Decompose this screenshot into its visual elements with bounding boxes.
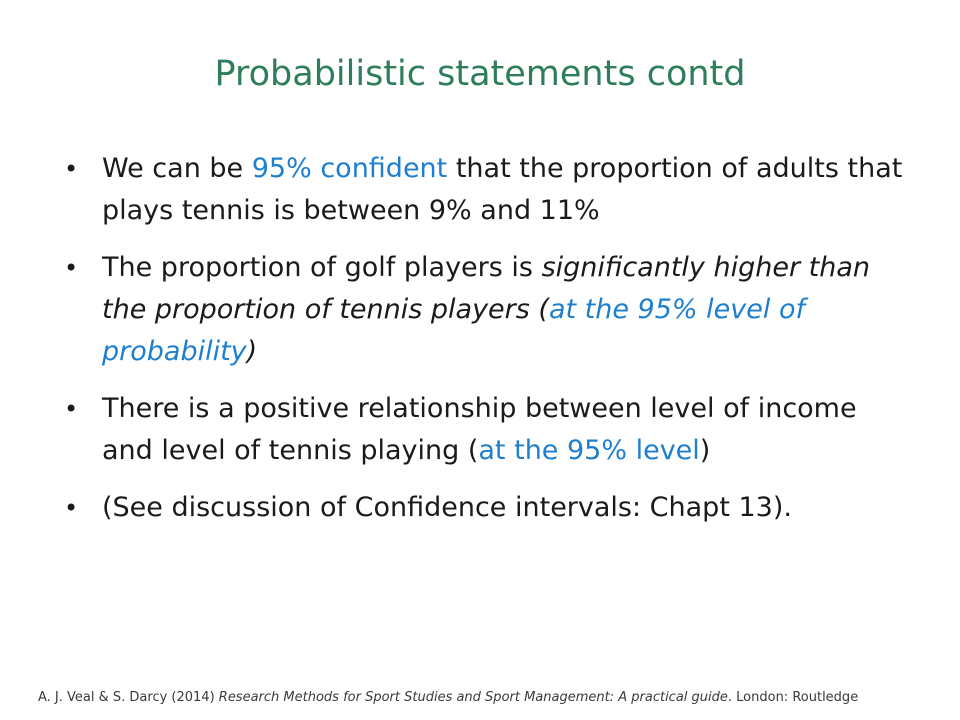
bullet-text-segment: The proportion of golf players is	[102, 252, 542, 283]
bullet-text-segment: )	[699, 435, 711, 466]
bullet-item	[60, 148, 910, 232]
slide-title: Probabilistic statements contd	[214, 54, 746, 94]
bullet-text-segment: 95% confident	[251, 153, 448, 184]
bullet-text-segment: that the proportion of adults that plays tennis is between 9% and 11%	[102, 153, 903, 226]
bullet-text-segment: (See discussion of Confidence intervals: Chapt 13).	[102, 492, 792, 523]
bullet-text-segment: We can be	[102, 153, 252, 184]
bullet-text-segment: )	[246, 336, 258, 367]
bullet-item	[60, 487, 910, 529]
bullet-list	[60, 148, 910, 544]
bullet-icon: •	[64, 494, 79, 522]
bullet-text-segment: significantly higher than the proportion of tennis players (	[102, 252, 870, 325]
bullet-icon: •	[64, 155, 79, 183]
bullet-text-segment: at the 95% level of probability	[102, 294, 805, 367]
citation-authors: A. J. Veal & S. Darcy (2014)	[38, 690, 219, 705]
bullet-item	[60, 388, 910, 472]
bullet-text-segment: at the 95% level	[478, 435, 700, 466]
citation-book-title: Research Methods for Sport Studies and Sport Management: A practical guide	[218, 690, 728, 705]
bullet-item	[60, 247, 910, 373]
citation-footer	[38, 689, 938, 707]
bullet-icon: •	[64, 254, 79, 282]
bullet-icon: •	[64, 395, 79, 423]
citation-publisher: . London: Routledge	[727, 690, 859, 705]
bullet-text-segment: There is a positive relationship between level of income and level of tennis playing (	[102, 393, 857, 466]
